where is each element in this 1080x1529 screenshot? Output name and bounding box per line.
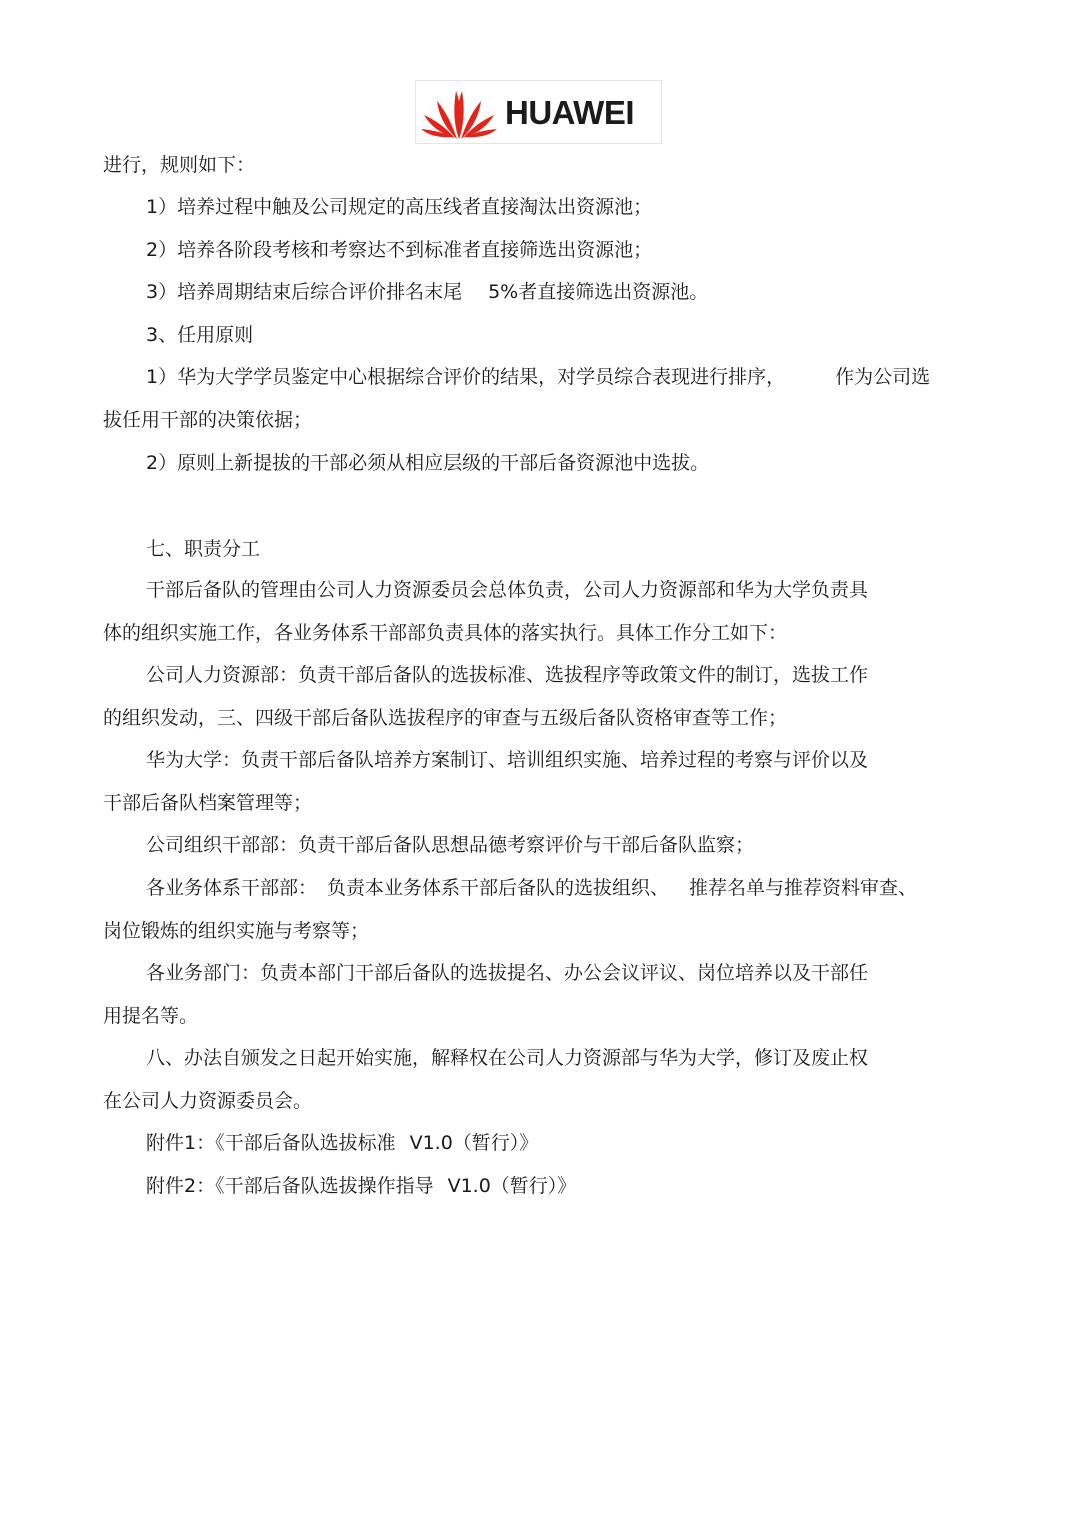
text-line	[146, 875, 917, 901]
attachment-line	[146, 1130, 538, 1156]
text-segment: 1）华为大学学员鉴定中心根据综合评价的结果，对学员综合表现进行排序，	[146, 366, 786, 388]
list-item: 1）培养过程中触及公司规定的高压线者直接淘汰出资源池；	[146, 196, 653, 218]
logo-wordmark: HUAWEI	[505, 94, 634, 131]
list-item: 2）原则上新提拔的干部必须从相应层级的干部后备资源池中选拔。	[146, 452, 710, 474]
text-line: 干部后备队的管理由公司人力资源委员会总体负责，公司人力资源部和华为大学负责具	[146, 579, 869, 601]
text-line: 的组织发动，三、四级干部后备队选拔程序的审查与五级后备队资格审查等工作；	[103, 707, 788, 729]
section-heading: 3、任用原则	[146, 324, 254, 346]
text-line: 拔任用干部的决策依据；	[103, 409, 313, 431]
text-segment: 附件1：《干部后备队选拔标准	[146, 1132, 396, 1154]
list-item	[146, 279, 708, 305]
text-segment: V1.0（暂行）》	[409, 1132, 539, 1154]
list-item: 2）培养各阶段考核和考察达不到标准者直接筛选出资源池；	[146, 239, 653, 261]
text-line: 体的组织实施工作，各业务体系干部部负责具体的落实执行。具体工作分工如下：	[103, 622, 788, 644]
text-segment: V1.0（暂行）》	[447, 1175, 577, 1197]
text-line: 公司组织干部部：负责干部后备队思想品德考察评价与干部后备队监察；	[146, 834, 755, 856]
text-segment: 负责本业务体系干部后备队的选拔组织、	[327, 877, 670, 899]
huawei-logo	[415, 80, 662, 144]
text-line: 各业务部门：负责本部门干部后备队的选拔提名、办公会议评议、岗位培养以及干部任	[146, 962, 869, 984]
text-segment: 5%者直接筛选出资源池。	[488, 281, 709, 303]
text-line: 用提名等。	[103, 1005, 199, 1027]
text-segment: 作为公司选	[835, 366, 931, 388]
attachment-line	[146, 1173, 576, 1199]
section-heading: 八、办法自颁发之日起开始实施，解释权在公司人力资源部与华为大学，修订及废止权	[146, 1047, 869, 1069]
text-line: 公司人力资源部：负责干部后备队的选拔标准、选拔程序等政策文件的制订，选拔工作	[146, 664, 869, 686]
text-line: 岗位锻炼的组织实施与考察等；	[103, 920, 370, 942]
text-segment: 3）培养周期结束后综合评价排名末尾	[146, 281, 463, 303]
text-segment: 附件2：《干部后备队选拔操作指导	[146, 1175, 434, 1197]
text-segment: 推荐名单与推荐资料审查、	[689, 877, 918, 899]
text-line: 华为大学：负责干部后备队培养方案制订、培训组织实施、培养过程的考察与评价以及	[146, 749, 869, 771]
text-line: 在公司人力资源委员会。	[103, 1090, 313, 1112]
section-heading: 七、职责分工	[146, 538, 261, 560]
huawei-flower-icon	[416, 81, 506, 145]
text-line: 干部后备队档案管理等；	[103, 792, 313, 814]
text-line: 进行，规则如下：	[103, 154, 256, 176]
text-segment: 各业务体系干部部：	[146, 877, 318, 899]
list-item	[146, 364, 930, 390]
